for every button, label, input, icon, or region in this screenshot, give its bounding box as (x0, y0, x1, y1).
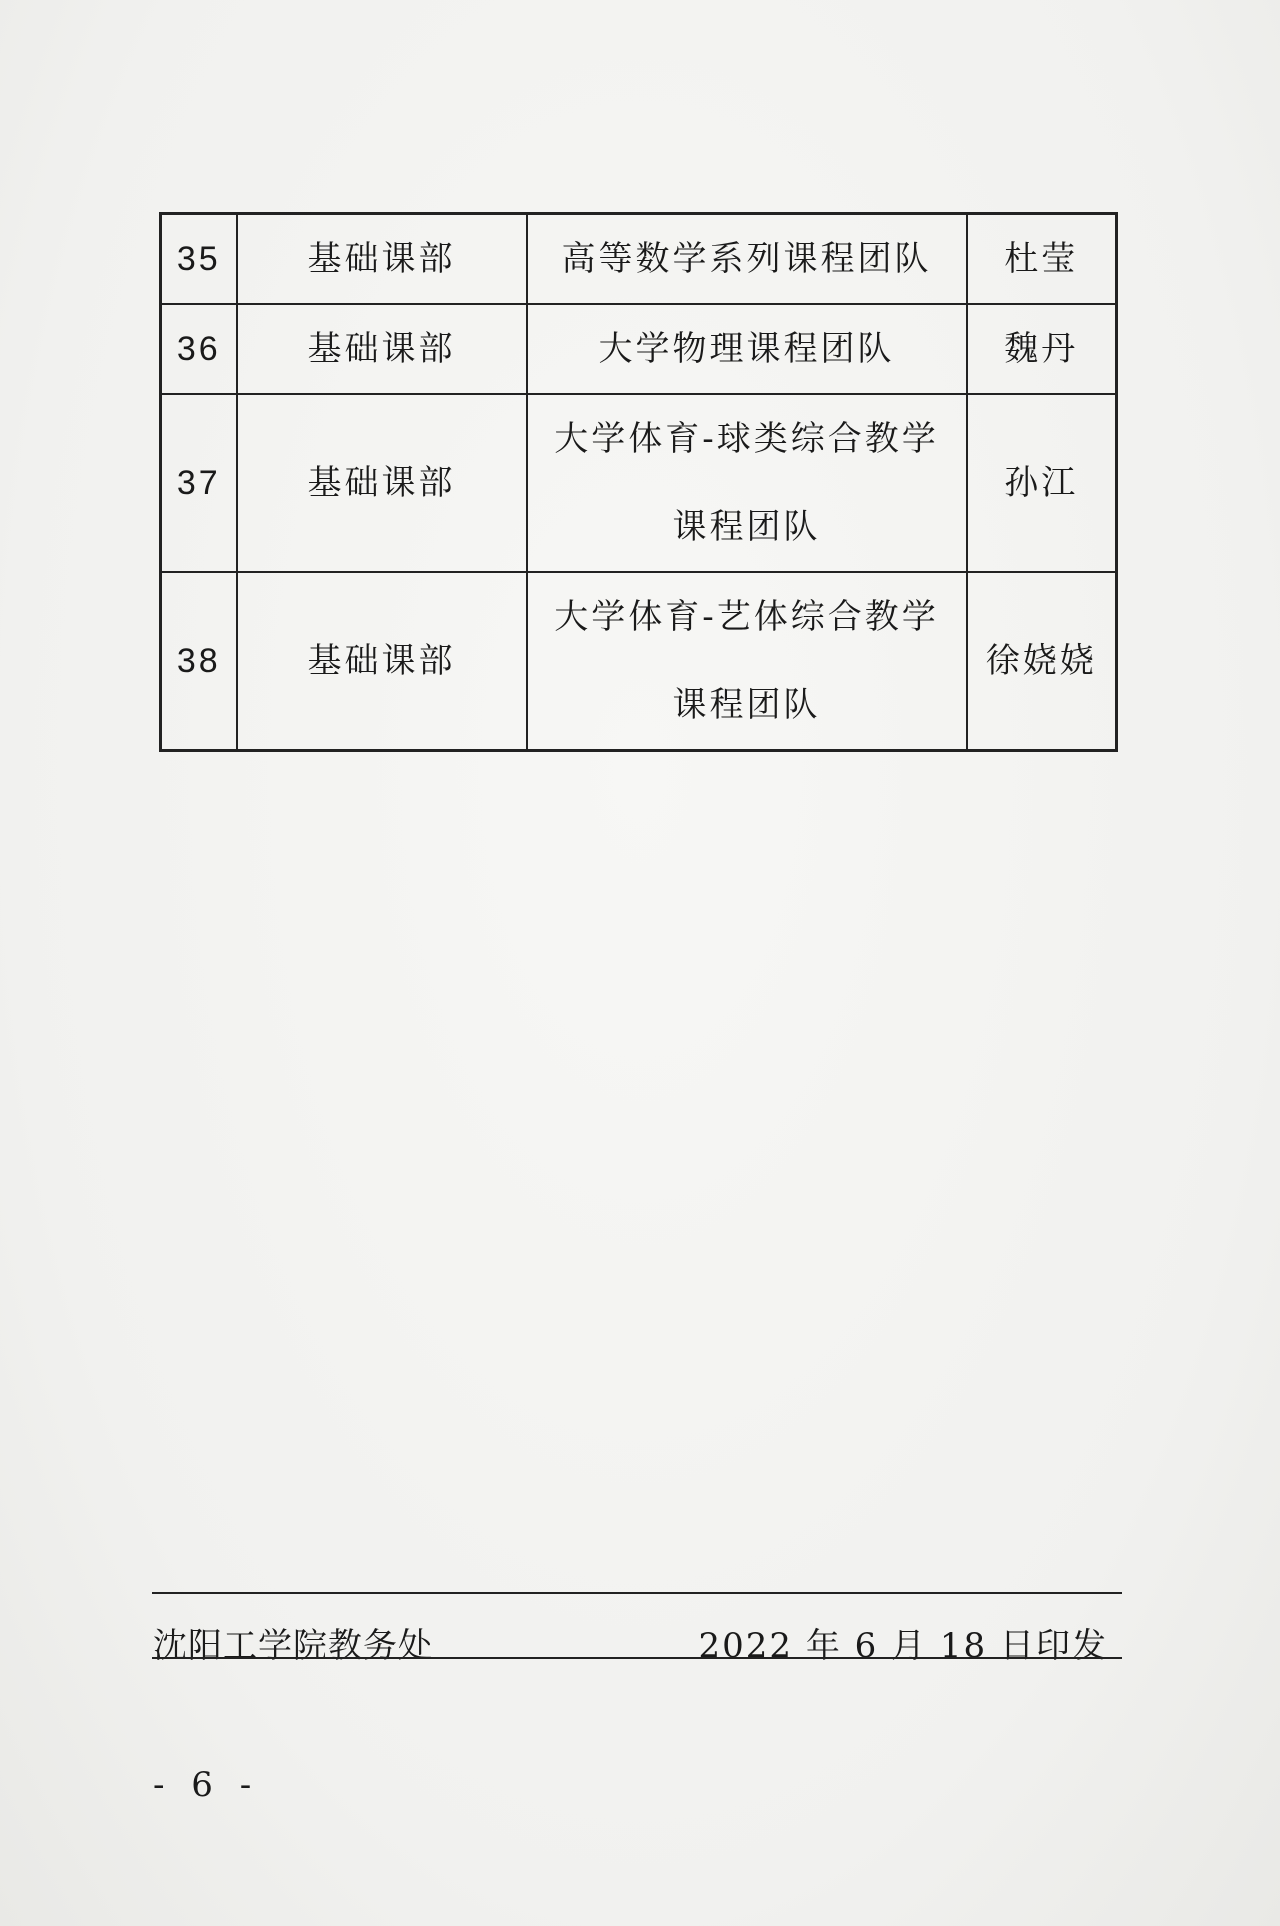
row-number: 36 (161, 304, 237, 394)
team-name-line: 大学物理课程团队 (598, 329, 895, 369)
course-team-table (159, 212, 1118, 752)
footer-bottom-rule (152, 1657, 1122, 1659)
team-name-cell (527, 572, 967, 751)
table-row (161, 394, 1117, 572)
table-row (161, 214, 1117, 305)
team-name-cell (527, 394, 967, 572)
department-cell: 基础课部 (237, 394, 527, 572)
leader-cell: 魏丹 (967, 304, 1117, 394)
team-name-line: 高等数学系列课程团队 (561, 239, 932, 279)
footer-top-rule (152, 1592, 1122, 1594)
table-row (161, 304, 1117, 394)
issue-date: 2022 年 6 月 18 日印发 (698, 1626, 1108, 1666)
row-number: 35 (161, 214, 237, 305)
row-number: 38 (161, 572, 237, 751)
team-name-cell (527, 304, 967, 394)
team-name-line: 课程团队 (672, 507, 821, 547)
leader-cell: 徐娆娆 (967, 572, 1117, 751)
team-name-line: 大学体育-球类综合教学 (554, 419, 939, 459)
table-row (161, 572, 1117, 751)
issuer-name: 沈阳工学院教务处 (153, 1626, 433, 1666)
row-number: 37 (161, 394, 237, 572)
department-cell: 基础课部 (237, 304, 527, 394)
leader-cell: 孙江 (967, 394, 1117, 572)
department-cell: 基础课部 (237, 214, 527, 305)
team-name-line: 课程团队 (672, 685, 821, 725)
department-cell: 基础课部 (237, 572, 527, 751)
team-name-cell (527, 214, 967, 305)
page-number: - 6 - (153, 1765, 260, 1805)
leader-cell: 杜莹 (967, 214, 1117, 305)
team-name-line: 大学体育-艺体综合教学 (554, 597, 939, 637)
